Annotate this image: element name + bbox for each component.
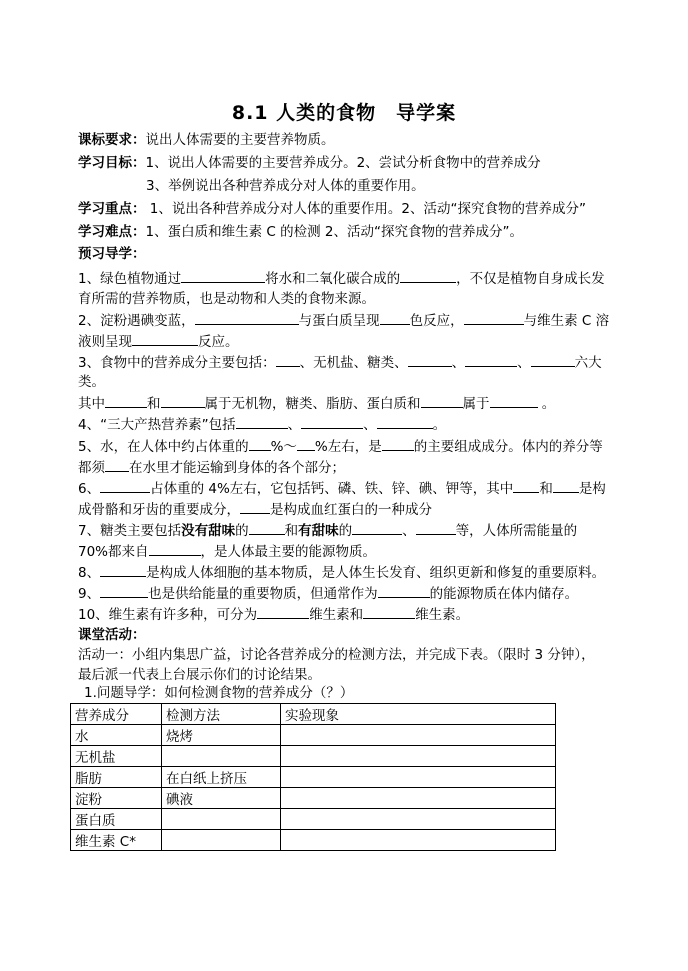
q10-blank-2[interactable] (363, 605, 415, 619)
cell-phenomenon[interactable] (281, 746, 556, 767)
question-6-cont (78, 500, 432, 519)
q1-blank-2[interactable] (400, 269, 456, 283)
q5-blank-4[interactable] (105, 458, 129, 472)
q2-blank-1[interactable] (195, 311, 299, 325)
difficulties-label: 学习难点： (78, 224, 146, 240)
q3-blank-4[interactable] (531, 353, 575, 367)
cell-method[interactable]: 碘液 (162, 788, 281, 809)
header-method: 检测方法 (162, 704, 281, 725)
q4-blank-1[interactable] (236, 415, 288, 429)
q1-text-c: ，不仅是植物自身成长发 (456, 271, 605, 287)
q3-text-g: 其中 (78, 396, 105, 412)
q2-text-f: 反应。 (198, 334, 239, 350)
q9-text-a: 9、 (78, 586, 101, 602)
cell-nutrient: 维生素 C* (71, 830, 162, 851)
question-2 (78, 311, 609, 330)
q7-text-j: ，是人体最主要的能源物质。 (200, 544, 377, 560)
question-1-cont: 育所需的营养物质，也是动物和人类的食物来源。 (78, 291, 375, 307)
q4-blank-3[interactable] (377, 415, 433, 429)
q5-text-a: 5、水，在人体中约占体重的 (78, 439, 249, 455)
q7-blank-1[interactable] (249, 521, 285, 535)
table-row (71, 830, 556, 851)
q8-blank-1[interactable] (100, 563, 146, 577)
question-3-cont-2 (78, 394, 555, 413)
q6-text-d: 是构 (578, 481, 606, 497)
q8-text-a: 8、 (78, 565, 101, 581)
cell-method[interactable]: 烧烤 (162, 725, 281, 746)
q5-blank-1[interactable] (249, 437, 271, 451)
question-5 (78, 437, 603, 456)
q2-blank-4[interactable] (132, 332, 198, 346)
q7-text-g: 、 (402, 523, 416, 539)
preview-heading: 预习导学： (78, 246, 146, 262)
key-points (78, 200, 586, 218)
question-7 (78, 521, 577, 540)
q3-blank-5[interactable] (105, 394, 147, 408)
nutrient-test-table (70, 703, 556, 851)
question-6 (78, 479, 606, 498)
question-7-cont (78, 542, 376, 561)
q3-blank-8[interactable] (490, 394, 538, 408)
q4-text-c: 、 (363, 417, 377, 433)
q2-blank-2[interactable] (380, 311, 410, 325)
q3-text-b: 、无机盐、糖类、 (299, 355, 408, 371)
cell-phenomenon[interactable] (281, 809, 556, 830)
q3-blank-6[interactable] (161, 394, 205, 408)
curriculum-requirement (78, 131, 335, 149)
q2-text-d: 与维生素 C 溶 (523, 313, 610, 329)
question-4 (78, 415, 446, 434)
cell-nutrient: 脂肪 (71, 767, 162, 788)
q6-text-f: 是构成血红蛋白的一种成分 (270, 502, 432, 518)
learning-goals-cont: 3、举例说出各种营养成分对人体的重要作用。 (146, 178, 425, 194)
guide-question: 1.问题导学：如何检测食物的营养成分（？） (84, 685, 354, 701)
q6-blank-2[interactable] (513, 479, 539, 493)
cell-phenomenon[interactable] (281, 767, 556, 788)
header-phenomenon: 实验现象 (281, 704, 556, 725)
q3-text-i: 属于无机物，糖类、脂肪、蛋白质和 (204, 396, 421, 412)
table-header-row (71, 704, 556, 725)
class-activity-heading: 课堂活动： (78, 627, 146, 643)
question-9 (78, 584, 578, 603)
q5-text-e: 都须 (78, 460, 105, 476)
q4-text-b: 、 (287, 417, 302, 433)
q7-blank-3[interactable] (416, 521, 456, 535)
cell-phenomenon[interactable] (281, 830, 556, 851)
table-row (71, 725, 556, 746)
goals-label: 学习目标： (78, 155, 146, 171)
question-8 (78, 563, 605, 582)
q5-blank-3[interactable] (382, 437, 414, 451)
q1-text-a: 1、绿色植物通过 (78, 271, 182, 287)
cell-method[interactable] (162, 809, 281, 830)
question-3 (78, 353, 602, 372)
q6-text-c: 和 (539, 481, 553, 497)
table-row (71, 767, 556, 788)
cell-method[interactable]: 在白纸上挤压 (162, 767, 281, 788)
q6-text-b: 占体重的 4%左右，它包括钙、磷、铁、锌、碘、钾等，其中 (150, 481, 514, 497)
q2-text-b: 与蛋白质呈现 (298, 313, 380, 329)
q4-text-a: 4、“三大产热营养素”包括 (78, 417, 236, 433)
table-row (71, 809, 556, 830)
q7-text-e: 有甜味 (298, 523, 339, 539)
q7-text-b: 没有甜味 (181, 523, 236, 539)
q10-text-b: 维生素和 (309, 607, 364, 623)
q7-text-a: 7、糖类主要包括 (78, 523, 182, 539)
q10-text-a: 10、维生素有许多种，可分为 (78, 607, 258, 623)
q6-blank-3[interactable] (553, 479, 579, 493)
q3-text-c: 、 (451, 355, 466, 371)
q3-blank-3[interactable] (465, 353, 517, 367)
q1-blank-1[interactable] (181, 269, 265, 283)
q7-blank-2[interactable] (352, 521, 402, 535)
question-10 (78, 605, 469, 624)
page-title: 8.1 人类的食物 导学案 (231, 102, 457, 124)
cell-nutrient: 蛋白质 (71, 809, 162, 830)
difficulties (78, 223, 523, 241)
question-2-cont (78, 332, 239, 351)
learning-goals (78, 154, 541, 172)
q2-text-c: 色反应， (409, 313, 464, 329)
q9-text-c: 的能源物质在体内储存。 (429, 586, 579, 602)
q8-text-b: 是构成人体细胞的基本物质，是人体生长发育、组织更新和修复的重要原料。 (146, 565, 606, 581)
q7-text-h: 等，人体所需能量的 (455, 523, 578, 539)
cell-nutrient: 水 (71, 725, 162, 746)
q3-text-e: 六大 (574, 355, 602, 371)
difficulties-text: 1、蛋白质和维生素 C 的检测 2、活动“探究食物的营养成分”。 (145, 224, 523, 240)
curriculum-label: 课标要求： (78, 132, 146, 148)
q4-text-d: 。 (432, 417, 447, 433)
q3-blank-7[interactable] (421, 394, 463, 408)
q3-text-a: 3、食物中的营养成分主要包括： (78, 355, 276, 371)
q6-blank-4[interactable] (240, 500, 270, 514)
q5-text-c: %左右，是 (314, 439, 382, 455)
q7-text-d: 和 (284, 523, 299, 539)
table-row (71, 746, 556, 767)
q6-text-e: 成骨骼和牙齿的重要成分， (78, 502, 240, 518)
q5-text-d: 的主要组成成分。体内的养分等 (413, 439, 603, 455)
q2-blank-3[interactable] (464, 311, 524, 325)
q2-text-e: 液则呈现 (78, 334, 132, 350)
cell-nutrient: 淀粉 (71, 788, 162, 809)
activity-text-2: 最后派一代表上台展示你们的讨论结果。 (78, 667, 321, 683)
q5-text-f: 在水里才能运输到身体的各个部分； (129, 460, 345, 476)
cell-method[interactable] (162, 746, 281, 767)
cell-method[interactable] (162, 830, 281, 851)
q2-text-a: 2、淀粉遇碘变蓝， (78, 313, 195, 329)
q7-text-f: 的 (338, 523, 353, 539)
q3-text-d: 、 (517, 355, 531, 371)
q3-blank-1[interactable] (276, 353, 300, 367)
q7-text-i: 70%都来自 (78, 544, 149, 560)
q10-text-c: 维生素。 (415, 607, 470, 623)
question-1 (78, 269, 605, 288)
key-points-text: 1、说出各种营养成分对人体的重要作用。2、活动“探究食物的营养成分” (149, 201, 586, 217)
question-3-cont: 类。 (78, 374, 105, 390)
q4-blank-2[interactable] (301, 415, 363, 429)
q10-blank-1[interactable] (257, 605, 309, 619)
curriculum-text: 说出人体需要的主要营养物质。 (145, 132, 335, 148)
q3-text-h: 和 (147, 396, 161, 412)
q3-text-k: 。 (541, 396, 556, 412)
activity-text-1: 活动一：小组内集思广益，讨论各营养成分的检测方法，并完成下表。（限时 3 分钟）， (78, 647, 595, 663)
q6-blank-1[interactable] (100, 479, 150, 493)
key-points-label: 学习重点： (78, 201, 146, 217)
header-nutrient: 营养成分 (71, 704, 162, 725)
cell-phenomenon[interactable] (281, 788, 556, 809)
q5-text-b: %～ (270, 439, 297, 455)
q9-blank-2[interactable] (378, 584, 430, 598)
q5-blank-2[interactable] (297, 437, 315, 451)
q7-blank-4[interactable] (149, 542, 201, 556)
table-row (71, 788, 556, 809)
cell-nutrient: 无机盐 (71, 746, 162, 767)
q1-text-b: 将水和二氧化碳合成的 (265, 271, 401, 287)
q9-blank-1[interactable] (100, 584, 148, 598)
q3-blank-2[interactable] (408, 353, 452, 367)
goals-text-1: 1、说出人体需要的主要营养成分。2、尝试分析食物中的营养成分 (145, 155, 541, 171)
cell-phenomenon[interactable] (281, 725, 556, 746)
q6-text-a: 6、 (78, 481, 101, 497)
q9-text-b: 也是供给能量的重要物质，但通常作为 (148, 586, 378, 602)
q7-text-c: 的 (235, 523, 249, 539)
q3-text-j: 属于 (462, 396, 490, 412)
question-5-cont (78, 458, 345, 477)
